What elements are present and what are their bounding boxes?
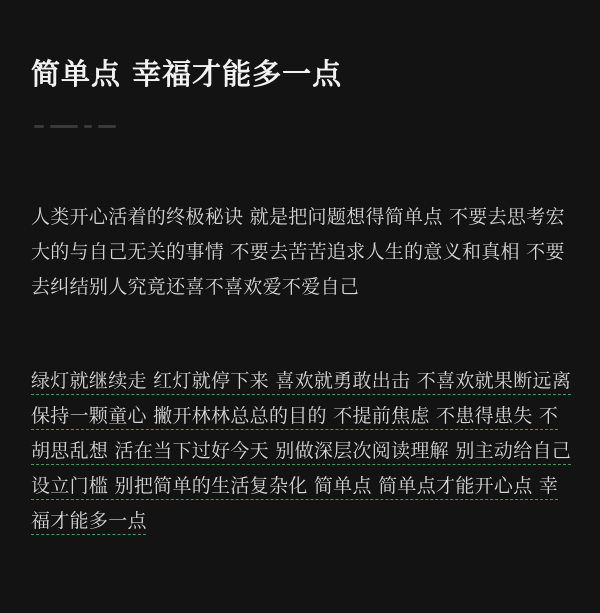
highlighted-text[interactable]: 绿灯就继续走 红灯就停下来 喜欢就勇敢出击 不喜欢就果断远离 保持一颗童心 撇开林林总总的目的 不提前焦虑 不患得患失 不胡思乱想 活在当下过好今天 别做深层次阅读理解 别主动给自己设立门槛 别把简单的生活复杂化 简单点 简单点才能开心点 幸福才能多一点 — [31, 370, 572, 532]
article-paragraph-2[interactable] — [31, 364, 576, 539]
article-paragraph-1: 人类开心活着的终极秘诀 就是把问题想得简单点 不要去思考宏大的与自己无关的事情 不要去苦苦追求人生的意义和真相 不要去纠结别人究竟还喜不喜欢爱不爱自己 — [31, 206, 565, 298]
article-title: 简单点 幸福才能多一点 — [31, 57, 343, 91]
author-line-blurred — [34, 119, 120, 133]
